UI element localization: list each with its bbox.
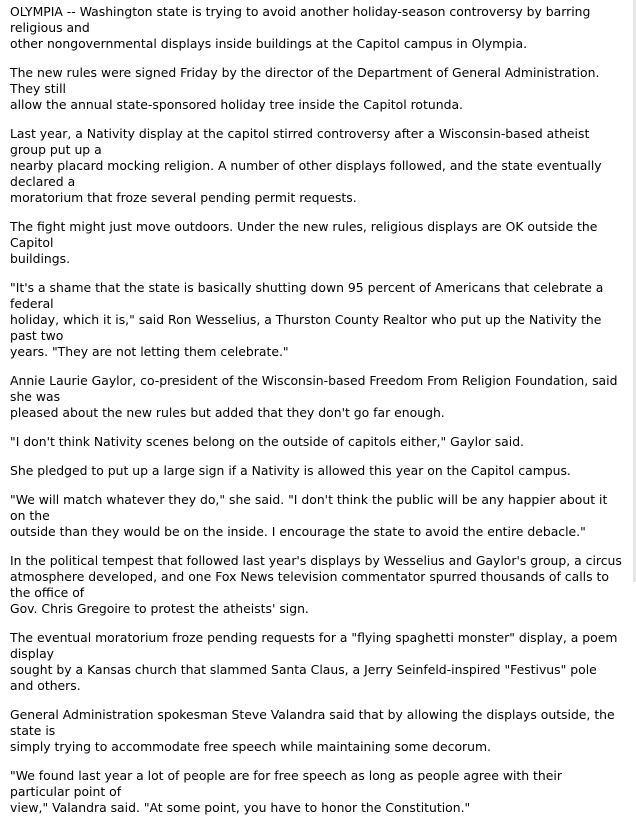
article-paragraph: "We found last year a lot of people are for free speech as long as people agree with their particular point of view," Valandra said. "At some point, you have to honor the Constitution." — [10, 768, 562, 815]
article-paragraph: Annie Laurie Gaylor, co-president of the Wisconsin-based Freedom From Religion Foundation, said she was pleased about the new rules but added that they don't go far enough. — [10, 373, 618, 420]
article-paragraph: "I don't think Nativity scenes belong on the outside of capitols either," Gaylor said. — [10, 434, 524, 449]
article-paragraph: Last year, a Nativity display at the capitol stirred controversy after a Wisconsin-based atheist group put up a nearby placard mocking religion. A number of other displays followed, and the state eventually declared a moratorium that froze several pending permit requests. — [10, 126, 602, 205]
article-paragraph: General Administration spokesman Steve Valandra said that by allowing the displays outside, the state is simply trying to accommodate free speech while maintaining some decorum. — [10, 707, 615, 754]
article-body — [10, 4, 622, 829]
article-paragraph: In the political tempest that followed last year's displays by Wesselius and Gaylor's group, a circus atmosphere developed, and one Fox News television commentator spurred thousands of calls to the office of Gov. Chris Gregoire to protest the atheists' sign. — [10, 553, 622, 616]
article-paragraph: OLYMPIA -- Washington state is trying to avoid another holiday-season controversy by barring religious and other nongovernmental displays inside buildings at the Capitol campus in Olympia. — [10, 4, 591, 51]
article-paragraph: The fight might just move outdoors. Under the new rules, religious displays are OK outside the Capitol buildings. — [10, 219, 598, 266]
article-paragraph: "It's a shame that the state is basically shutting down 95 percent of Americans that celebrate a federal holiday, which it is," said Ron Wesselius, a Thurston County Realtor who put up the Nativity the past two years. "They are not letting them celebrate." — [10, 280, 604, 359]
article-paragraph: The eventual moratorium froze pending requests for a "flying spaghetti monster" display, a poem display sought by a Kansas church that slammed Santa Claus, a Jerry Seinfeld-inspired "Festivus" pole and others. — [10, 630, 618, 693]
article-paragraph: The new rules were signed Friday by the director of the Department of General Administration. They still allow the annual state-sponsored holiday tree inside the Capitol rotunda. — [10, 65, 600, 112]
article-paragraph: "We will match whatever they do," she said. "I don't think the public will be any happier about it on the outside than they would be on the inside. I encourage the state to avoid the entire debacle." — [10, 492, 608, 539]
article-paragraph: She pledged to put up a large sign if a Nativity is allowed this year on the Capitol campus. — [10, 463, 571, 478]
